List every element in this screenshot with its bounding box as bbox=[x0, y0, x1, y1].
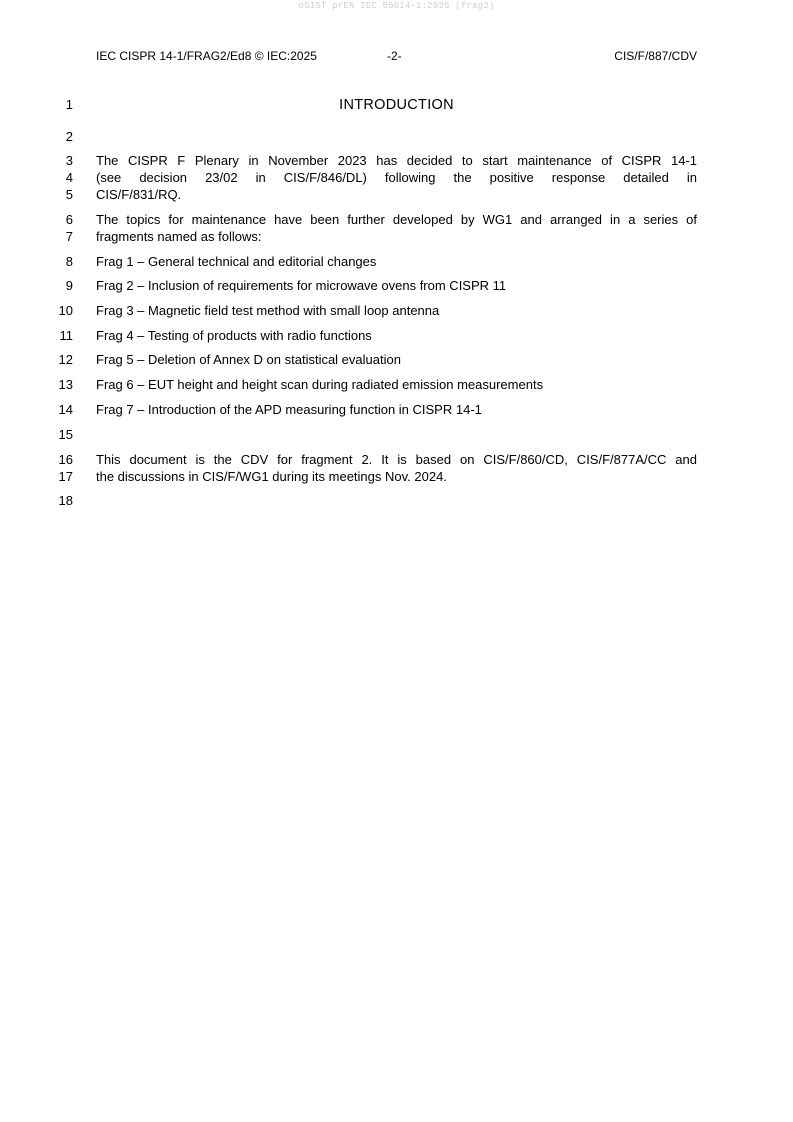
line-number: 15 bbox=[58, 427, 73, 442]
line-number: 6 bbox=[65, 212, 73, 227]
watermark: oSIST prEN IEC 55014-1:2025 (frag2) bbox=[298, 1, 495, 11]
list-item: Frag 4 – Testing of products with radio functions bbox=[96, 328, 372, 343]
section-title: INTRODUCTION bbox=[339, 97, 454, 113]
list-item: Frag 3 – Magnetic field test method with small loop antenna bbox=[96, 303, 440, 318]
line-number: 9 bbox=[65, 278, 73, 293]
list-item: Frag 7 – Introduction of the APD measuring function in CISPR 14-1 bbox=[96, 402, 482, 417]
paragraph-line: CIS/F/831/RQ. bbox=[96, 187, 182, 202]
list-item: Frag 2 – Inclusion of requirements for microwave ovens from CISPR 11 bbox=[96, 278, 507, 293]
line-number: 18 bbox=[58, 493, 73, 508]
paragraph-line: the discussions in CIS/F/WG1 during its meetings Nov. 2024. bbox=[96, 469, 447, 484]
line-number: 16 bbox=[58, 452, 73, 467]
header-document-reference: IEC CISPR 14-1/FRAG2/Ed8 © IEC:2025 bbox=[96, 49, 317, 63]
line-number: 2 bbox=[65, 129, 73, 144]
paragraph-line: The topics for maintenance have been further developed by WG1 and arranged in a series of bbox=[96, 212, 697, 227]
line-number: 5 bbox=[65, 187, 73, 202]
list-item: Frag 5 – Deletion of Annex D on statistical evaluation bbox=[96, 352, 401, 367]
paragraph-line: The CISPR F Plenary in November 2023 has decided to start maintenance of CISPR 14-1 bbox=[96, 153, 697, 168]
line-number: 11 bbox=[59, 328, 73, 343]
paragraph-line: fragments named as follows: bbox=[96, 229, 262, 244]
line-number: 8 bbox=[65, 254, 73, 269]
line-number: 7 bbox=[65, 229, 73, 244]
line-number: 12 bbox=[58, 352, 73, 367]
paragraph-line: This document is the CDV for fragment 2. It is based on CIS/F/860/CD, CIS/F/877A/CC and bbox=[96, 452, 697, 467]
line-number: 3 bbox=[65, 153, 73, 168]
header-page-number: -2- bbox=[387, 49, 402, 63]
header-document-code: CIS/F/887/CDV bbox=[614, 49, 697, 63]
line-number: 4 bbox=[65, 170, 73, 185]
line-number: 17 bbox=[58, 469, 73, 484]
paragraph-line: (see decision 23/02 in CIS/F/846/DL) following the positive response detailed in bbox=[96, 170, 697, 185]
line-number: 10 bbox=[58, 303, 73, 318]
list-item: Frag 6 – EUT height and height scan during radiated emission measurements bbox=[96, 377, 544, 392]
list-item: Frag 1 – General technical and editorial changes bbox=[96, 254, 377, 269]
line-number: 14 bbox=[58, 402, 73, 417]
line-number: 1 bbox=[65, 97, 73, 112]
line-number: 13 bbox=[58, 377, 73, 392]
